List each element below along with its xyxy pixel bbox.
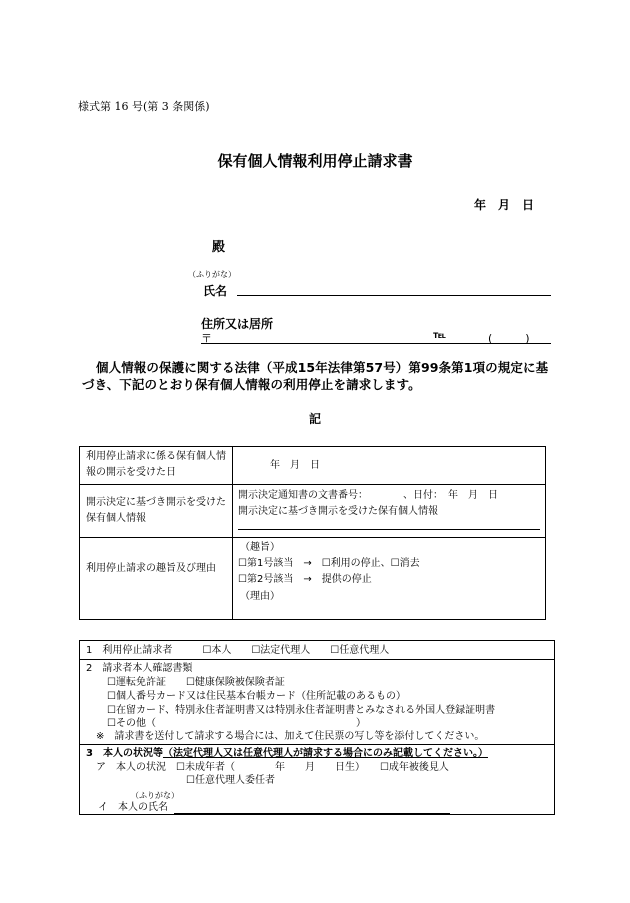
disclosed-info-label: 開示決定に基づき開示を受けた保有個人情報 (238, 506, 438, 517)
name-label: 氏名 (203, 284, 228, 298)
option-item2-checkbox[interactable]: ☐第2号該当 → 提供の停止 (238, 574, 372, 585)
address-field[interactable] (201, 343, 551, 344)
principal-status-title: 3 本人の状況等 (86, 748, 163, 759)
addressee-suffix: 殿 (212, 240, 226, 255)
furigana-label: （ふりがな） (188, 270, 236, 279)
requester-info-table (79, 640, 555, 815)
tel-field[interactable]: ( ) (488, 332, 530, 345)
row2-label: 開示決定に基づき開示を受けた保有個人情報 (86, 497, 226, 524)
disclosure-date-field[interactable]: 年 月 日 (270, 460, 320, 471)
page-title: 保有個人情報利用停止請求書 (217, 152, 413, 170)
principal-status-heading (86, 747, 488, 760)
intro-paragraph: 個人情報の保護に関する法律（平成15年法律第57号）第99条第1項の規定に基づき、下記のとおり保有個人情報の利用停止を請求します。 (82, 360, 549, 392)
id-doc-option-3[interactable]: ☐在留カード、特別永住者証明書又は特別永住者証明書とみなされる外国人登録証明書 (107, 705, 496, 716)
requester-type-row[interactable]: 1 利用停止請求者 ☐本人 ☐法定代理人 ☐任意代理人 (86, 645, 390, 656)
id-documents-heading: 2 請求者本人確認書類 (86, 663, 193, 674)
principal-status-options[interactable]: ア 本人の状況 ☐未成年者（ 年 月 日生） ☐成年被後見人 (96, 762, 449, 773)
row1-label: 利用停止請求に係る保有個人情報の開示を受けた日 (86, 451, 226, 478)
table-rule (80, 537, 545, 538)
name-field[interactable] (237, 295, 551, 296)
principal-name-field[interactable] (174, 813, 450, 814)
table-rule (80, 484, 545, 485)
disclosed-info-field[interactable] (238, 529, 540, 530)
id-doc-option-other[interactable]: ☐その他（ ） (107, 718, 366, 729)
table-rule (80, 744, 554, 745)
resident-card-note: ※ 請求書を送付して請求する場合には、加えて住民票の写し等を添付してください。 (96, 731, 485, 742)
request-details-table (79, 446, 546, 620)
document-number-field[interactable]: 開示決定通知書の文書番号： 、日付： 年 月 日 (238, 490, 498, 501)
table-divider (232, 447, 233, 619)
principal-furigana-label: （ふりがな） (131, 791, 179, 800)
table-rule (80, 659, 554, 660)
purpose-heading: （趣旨） (240, 542, 280, 553)
principal-name-label: イ 本人の氏名 (98, 802, 168, 813)
reason-heading: （理由） (240, 591, 280, 602)
form-number: 様式第 16 号(第 3 条関係) (78, 100, 210, 113)
id-doc-option-1[interactable]: ☐運転免許証 ☐健康保険被保険者証 (107, 677, 285, 688)
postal-mark: 〒 (201, 332, 212, 345)
row3-label: 利用停止請求の趣旨及び理由 (86, 563, 216, 574)
principal-status-option-mandator[interactable]: ☐任意代理人委任者 (186, 775, 275, 786)
id-doc-option-2[interactable]: ☐個人番号カード又は住民基本台帳カード（住所記載のあるもの） (107, 691, 406, 702)
tel-label: ℡ (433, 330, 446, 341)
ki-heading: 記 (308, 412, 321, 426)
date-field[interactable]: 年 月 日 (474, 198, 535, 212)
principal-status-note: （法定代理人又は任意代理人が請求する場合にのみ記載してください。） (162, 748, 488, 759)
option-item1-checkbox[interactable]: ☐第1号該当 → ☐利用の停止、☐消去 (238, 558, 420, 569)
address-label: 住所又は居所 (201, 317, 274, 331)
